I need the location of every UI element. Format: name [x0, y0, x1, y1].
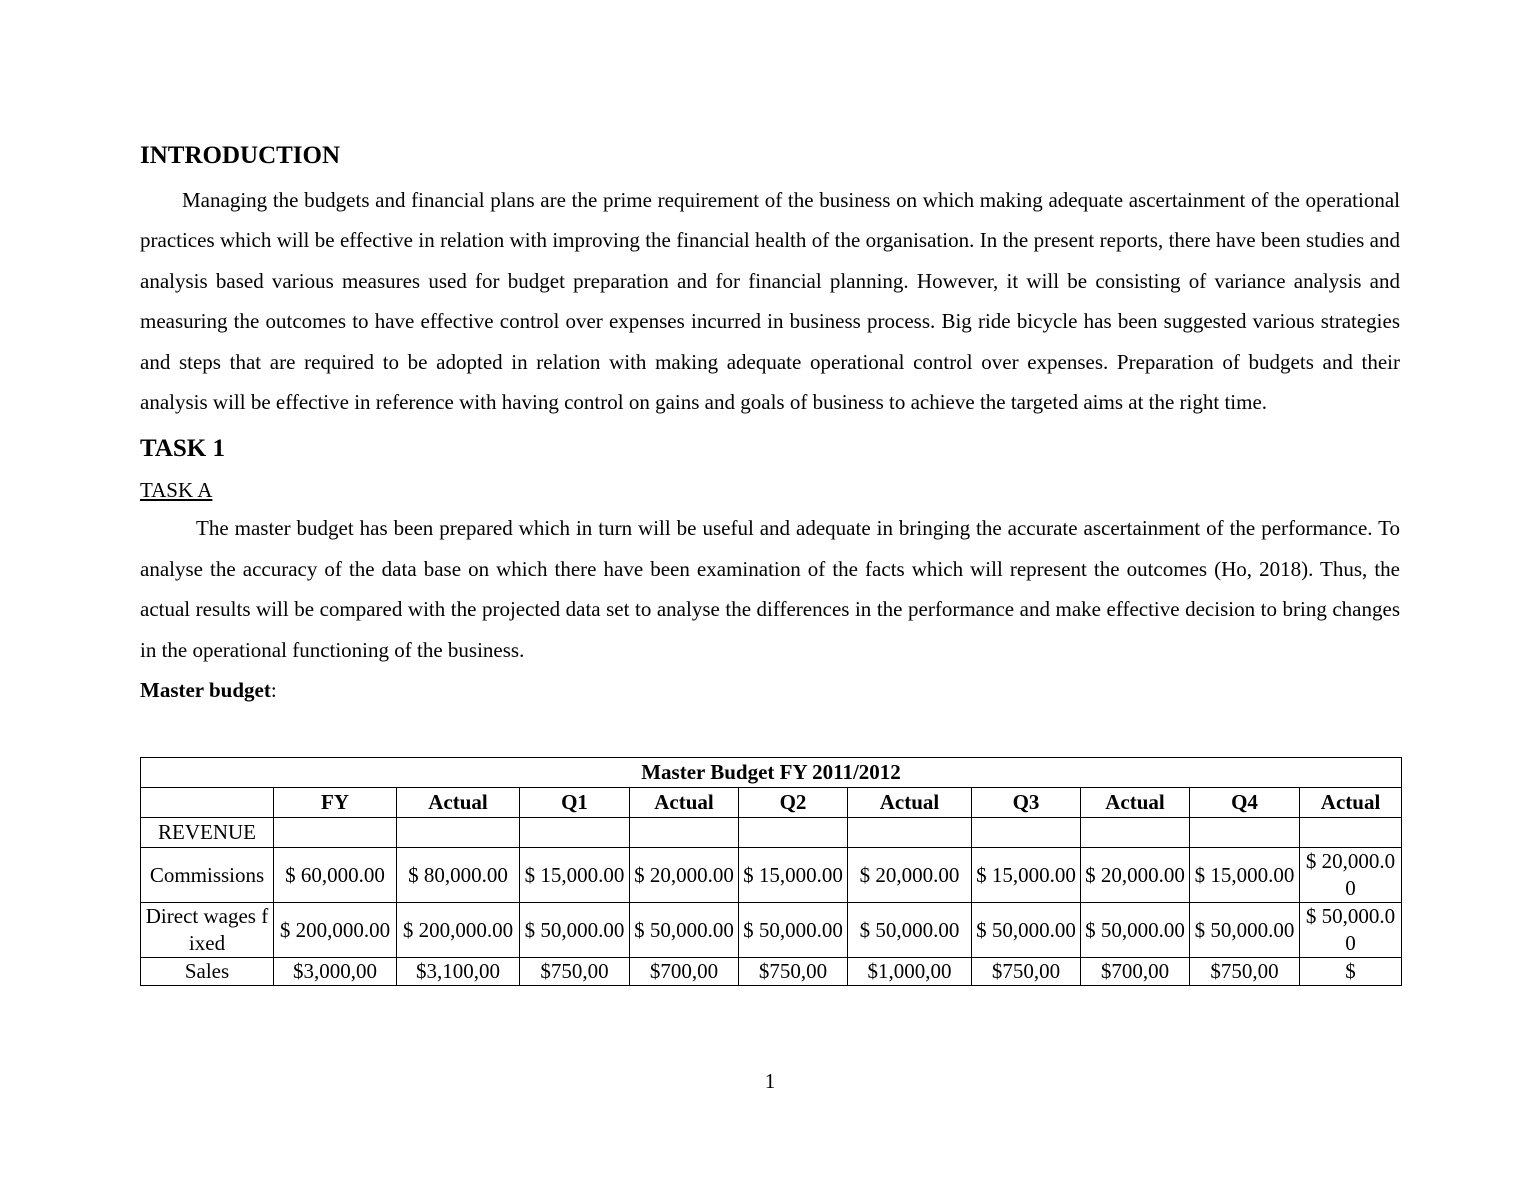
master-budget-label-colon: : [270, 678, 277, 703]
table-row-revenue [141, 818, 1402, 848]
header-cell-q1-actual: Actual [630, 788, 739, 818]
table-cell: $ 50,000.00 [739, 903, 848, 958]
table-cell: $ 20,000.00 [1300, 848, 1402, 903]
introduction-heading: INTRODUCTION [140, 142, 341, 169]
header-cell-q3: Q3 [972, 788, 1081, 818]
table-cell: $ 15,000.00 [739, 848, 848, 903]
table-cell: $3,000,00 [274, 958, 397, 986]
table-cell: $ 50,000.00 [520, 903, 630, 958]
header-cell-q4: Q4 [1190, 788, 1300, 818]
table-cell: $3,100,00 [397, 958, 520, 986]
table-cell: $ 50,000.00 [630, 903, 739, 958]
table-cell: $ 50,000.00 [972, 903, 1081, 958]
table-cell: $ 200,000.00 [397, 903, 520, 958]
table-cell [972, 818, 1081, 848]
header-cell-q1: Q1 [520, 788, 630, 818]
task-a-subheading: TASK A [140, 478, 213, 503]
table-cell: $700,00 [1081, 958, 1190, 986]
table-cell: $ 50,000.00 [848, 903, 972, 958]
table-cell: $ 15,000.00 [972, 848, 1081, 903]
table-cell: $750,00 [739, 958, 848, 986]
table-cell: $1,000,00 [848, 958, 972, 986]
table-header-row [141, 788, 1402, 818]
table-cell [1300, 818, 1402, 848]
row-label-commissions: Commissions [141, 848, 274, 903]
table-cell: $ 60,000.00 [274, 848, 397, 903]
table-cell: $ 50,000.00 [1300, 903, 1402, 958]
table-cell [630, 818, 739, 848]
table-row-direct-wages [141, 903, 1402, 958]
table-row-commissions [141, 848, 1402, 903]
table-cell [1190, 818, 1300, 848]
page-number: 1 [764, 1069, 776, 1093]
table-cell: $ 15,000.00 [520, 848, 630, 903]
row-label-revenue: REVENUE [141, 818, 274, 848]
master-budget-table [140, 757, 1402, 986]
table-cell: $750,00 [1190, 958, 1300, 986]
table-title-row [141, 758, 1402, 788]
table-cell: $ 50,000.00 [1081, 903, 1190, 958]
table-cell: $ 20,000.00 [630, 848, 739, 903]
table-cell [739, 818, 848, 848]
table-cell [520, 818, 630, 848]
header-cell-q2-actual: Actual [848, 788, 972, 818]
table-cell: $ 15,000.00 [1190, 848, 1300, 903]
table-title: Master Budget FY 2011/2012 [141, 758, 1402, 788]
table-cell: $ 80,000.00 [397, 848, 520, 903]
table-cell [274, 818, 397, 848]
table-cell: $ 50,000.00 [1190, 903, 1300, 958]
document-page [140, 140, 1400, 710]
header-cell-q3-actual: Actual [1081, 788, 1190, 818]
introduction-paragraph: Managing the budgets and financial plans are the prime requirement of the business on which making adequate ascertainment of the operational practices which will be effective in relation with improving the financial health of the organisation. In the present reports, there have been studies and analysis based various measures used for budget preparation and for financial planning. However, it will be consisting of variance analysis and measuring the outcomes to have effective control over expenses incurred in business process. Big ride bicycle has been suggested various strategies and steps that are required to be adopted in relation with making adequate operational control over expenses. Preparation of budgets and their analysis will be effective in reference with having control on gains and goals of business to achieve the targeted aims at the right time. [140, 188, 1400, 415]
table-cell: $ 20,000.00 [848, 848, 972, 903]
table-cell: $ 200,000.00 [274, 903, 397, 958]
table-cell: $750,00 [520, 958, 630, 986]
row-label-direct-wages: Direct wages fixed [141, 903, 274, 958]
table-cell [848, 818, 972, 848]
master-budget-label [140, 670, 1400, 710]
header-cell-empty [141, 788, 274, 818]
table-cell: $700,00 [630, 958, 739, 986]
header-cell-fy-actual: Actual [397, 788, 520, 818]
task1-heading: TASK 1 [140, 435, 225, 463]
header-cell-fy: FY [274, 788, 397, 818]
table-cell [397, 818, 520, 848]
header-cell-q2: Q2 [739, 788, 848, 818]
task-a-paragraph: The master budget has been prepared which in turn will be useful and adequate in bringing the accurate ascertainment of the performance. To analyse the accuracy of the data base on which there have been examination of the facts which will represent the outcomes (Ho, 2018). Thus, the actual results will be compared with the projected data set to analyse the differences in the performance and make effective decision to bring changes in the operational functioning of the business. [140, 516, 1400, 662]
table-cell: $ [1300, 958, 1402, 986]
table-cell: $ 20,000.00 [1081, 848, 1190, 903]
table-cell [1081, 818, 1190, 848]
row-label-sales: Sales [141, 958, 274, 986]
table-row-sales [141, 958, 1402, 986]
table-cell: $750,00 [972, 958, 1081, 986]
master-budget-label-text: Master budget [140, 678, 271, 703]
header-cell-q4-actual: Actual [1300, 788, 1402, 818]
